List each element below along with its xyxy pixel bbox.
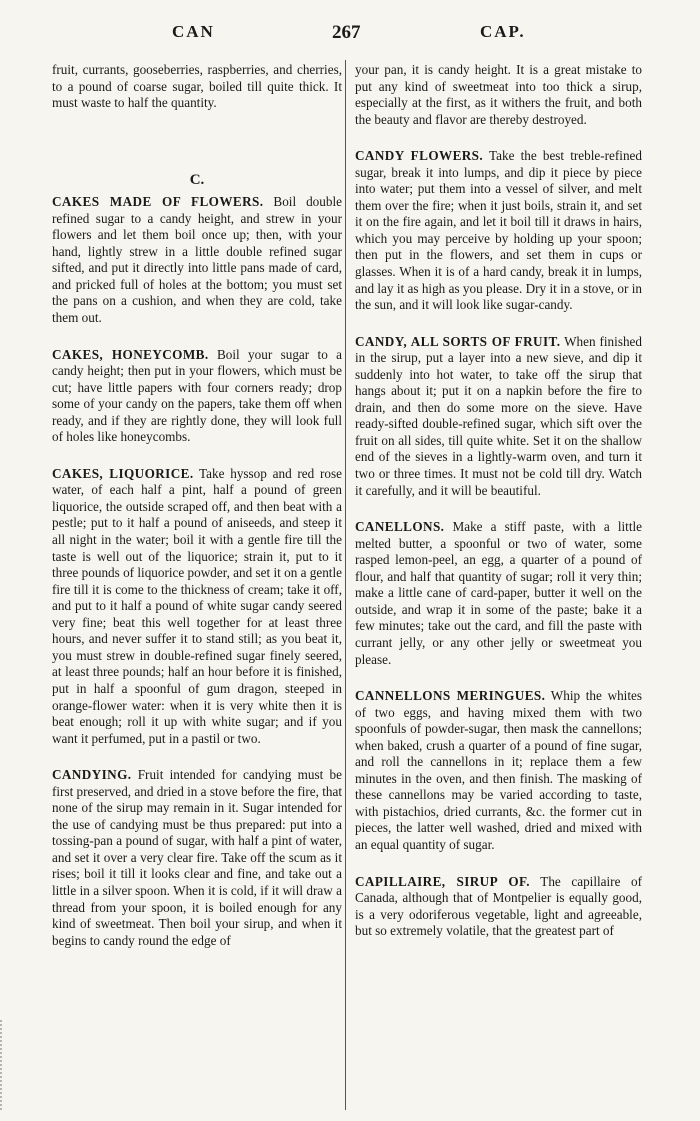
left-column (52, 62, 342, 969)
entry (52, 767, 342, 949)
entry-body: Make a stiff paste, with a little melted butter, a spoonful or two of water, some rasped lemon-peel, an egg, a quarter of a pound of flour, and half that quantity of sugar; roll it very thin; make a little cane of card-paper, butter it well on the outside, and wrap it in some of the paste; bake it a few minutes; take out the card, and fill the paste with currant jelly, or any other jelly or sweetmeat you please. (355, 519, 642, 667)
entry-body: Whip the whites of two eggs, and having mixed them with two spoonfuls of powder-sugar, then mask the cannellons; when baked, crush a quarter of a pound of fine sugar, and roll the cannellons in it; replace them a few minutes in the oven, and then finish. The masking of these cannellons may be varied according to taste, with pistachios, dried currants, &c. the former cut in pieces, the latter well washed, dried and mixed with an equal quantity of sugar. (355, 688, 642, 852)
entry-body: Boil your sugar to a candy height; then put in your flowers, which must be cut; have little papers with four corners ready; drop some of your candy on the papers, take them off when ready, and if they are rightly done, they will look full of holes like honeycombs. (52, 346, 343, 445)
entry-body: Boil double refined sugar to a candy height, and strew in your flowers and let them boil once up; then, with your hand, lightly strew in a little double refined sugar sifted, and put it directly into little pans made of card, and pricked full of holes at the bottom; you must set the pans on a cushion, and when they are cold, take them out. (52, 194, 342, 326)
entry-term: CAKES, LIQUORICE. (52, 465, 194, 481)
running-header (40, 22, 660, 48)
entry-term: CANDYING. (52, 767, 132, 783)
continuation-text: your pan, it is candy height. It is a great mistake to put any kind of sweetmeat into too thick a sirup, especially at the first, as it withers the fruit, and both the beauty and flavor are thereby destroyed. (355, 62, 642, 127)
entry-term: CANDY FLOWERS. (355, 148, 484, 164)
entry-body: Take hyssop and red rose water, of each half a pint, half a pound of green liquorice, the outside scraped off, and then beat with a pestle; put to it half a pound of aniseeds, and steep it all night in the water; boil it with a gentle fire till the taste is well out of the liquorice; strain it, put to it three pounds of liquorice powder, and set it on a gentle fire till it is come to the thickness of cream; take it off, and put to it half a pound of white sugar candy seered very fine; beat this well together for at least three hours, and never suffer it to stand still; as you beat it, you must strew in double-refined sugar finely seered, at least three pounds; half an hour before it is finished, put in half a spoonful of gum dragon, steeped in orange-flower water: when it is very white then it is beat enough; roll it up with white sugar; and if you want it perfumed, put in a pastil or two. (52, 465, 342, 746)
continuation-paragraph (52, 62, 342, 112)
entry-body: When finished in the sirup, put a layer into a new sieve, and dip it suddenly into hot water, to take off the sirup that hangs about it; put it on a napkin before the fire to drain, and then do some more on the sieve. Have ready-sifted double-refined sugar, which sift over the fruit on all sides, till quite white. Set it on the shallow end of the sieves in a lightly-warm oven, and turn it two or three times. It must not be cold till dry. Watch it carefully, and it will be beautiful. (355, 333, 642, 498)
column-divider (345, 60, 346, 1110)
header-left-guide-word: CAN (172, 22, 215, 41)
entry-term: CAPILLAIRE, SIRUP OF. (355, 873, 530, 889)
section-letter: C. (189, 171, 205, 188)
page-edge-mark (0, 1020, 22, 1110)
entry (355, 519, 642, 668)
entry-term: CANDY, ALL SORTS OF FRUIT. (355, 333, 561, 349)
entry (355, 334, 642, 499)
entry-term: CAKES MADE OF FLOWERS. (52, 194, 264, 210)
entry-body: Fruit intended for candying must be first preserved, and dried in a stove before the fire, that none of the sirup may remain in it. Sugar intended for the use of candying must be thus prepared: put into a tossing-pan a pound of sugar, with half a pint of water, and set it over a very clear fire. Take off the scum as it rises; boil it till it looks clear and fine, and take out a little in a silver spoon. When it is cold, if it will draw a thread from your spoon, it is boiled enough for any kind of sweetmeat. Then boil your sirup, and when it begins to candy round the edge of (52, 767, 343, 948)
entry-term: CANNELLONS MERINGUES. (355, 688, 546, 704)
entry-term: CAKES, HONEYCOMB. (52, 346, 209, 362)
entry-body: The capillaire of Canada, although that of Montpelier is equally good, is a very odoriferous vegetable, light and agreeable, but so extremely volatile, that the greatest part of (355, 873, 642, 939)
entry (52, 194, 342, 326)
entry (355, 148, 642, 313)
continuation-paragraph (355, 62, 642, 128)
entry (355, 688, 642, 853)
right-column (355, 62, 642, 960)
continuation-text: fruit, currants, gooseberries, raspberries, and cherries, to a pound of coarse sugar, boiled till quite thick. It must waste to half the quantity. (52, 62, 342, 111)
entry (355, 874, 642, 940)
ornament-space (52, 132, 342, 172)
entry-term: CANELLONS. (355, 519, 445, 535)
entry (52, 466, 342, 747)
page-number: 267 (332, 22, 361, 43)
header-right-guide-word: CAP. (480, 22, 526, 41)
entry (52, 347, 342, 446)
entry-body: Take the best treble-refined sugar, break it into lumps, and dip it piece by piece into water; put them into a vessel of silver, and melt them over the fire; when it just boils, strain it, and set it on the fire again, and let it boil till it draws in hairs, which you may perceive by holding up your spoon; then put in the flowers, and set them in cups or glasses. When it is of a hard candy, break it in lumps, and lay it as high as you please. Dry it in a stove, or in the sun, and it will look like sugar-candy. (355, 148, 642, 313)
